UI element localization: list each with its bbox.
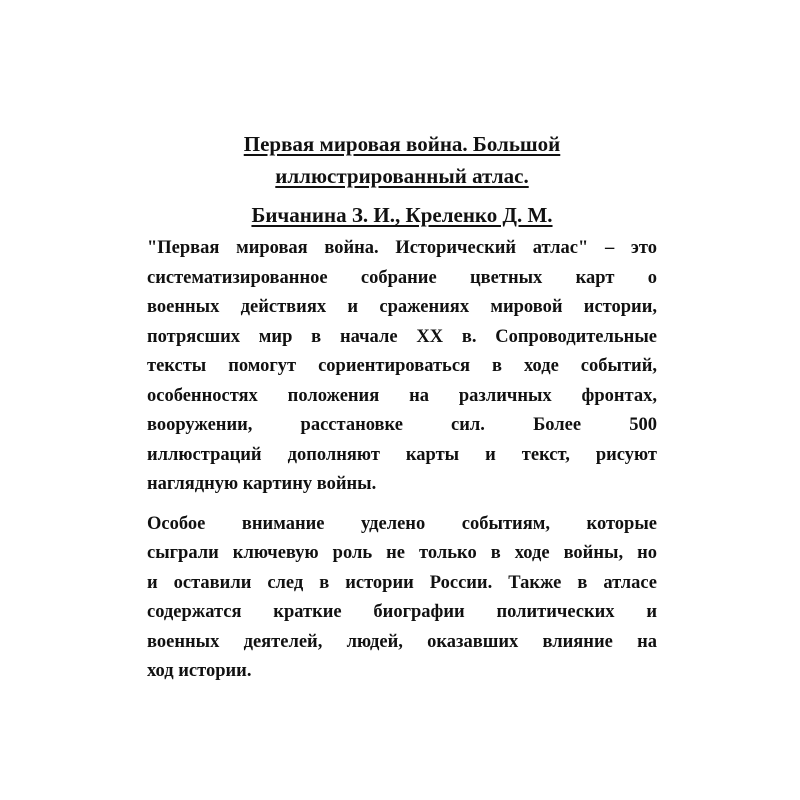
paragraph-1-line: потрясших мир в начале XX в. Сопроводительные <box>147 326 657 347</box>
book-title-line-1: Первая мировая война. Большой <box>243 132 561 156</box>
book-title <box>147 128 657 192</box>
book-description-document <box>147 128 657 687</box>
paragraph-1-line: наглядную картину войны. <box>147 474 377 494</box>
paragraph-1-line: военных действиях и сражениях мировой истории, <box>147 297 657 317</box>
paragraph-2-line: ход истории. <box>147 661 252 681</box>
paragraph-2-line: сыграли ключевую роль не только в ходе войны, но <box>147 543 657 563</box>
paragraph-2-line: содержатся краткие биографии политических и <box>147 602 657 622</box>
paragraph-1-line: иллюстраций дополняют карты и текст, рисуют <box>147 444 657 465</box>
paragraph-2-line: Особое внимание уделено событиям, которые <box>147 513 657 534</box>
description-paragraph-2 <box>147 510 657 687</box>
description-paragraph-1 <box>147 234 657 500</box>
paragraph-2-line: военных деятелей, людей, оказавших влияние на <box>147 631 657 652</box>
book-authors: Бичанина З. И., Креленко Д. М. <box>251 203 553 227</box>
paragraph-1-line: вооружении, расстановке сил. Более 500 <box>147 415 657 435</box>
paragraph-1-line: систематизированное собрание цветных карт о <box>147 267 657 288</box>
paragraph-1-line: особенностях положения на различных фронтах, <box>147 385 657 406</box>
book-title-line-2: иллюстрированный атлас. <box>275 164 529 188</box>
paragraph-1-line: "Первая мировая война. Исторический атлас" – это <box>147 238 657 258</box>
paragraph-2-line: и оставили след в истории России. Также в атласе <box>147 572 657 593</box>
paragraph-1-line: тексты помогут сориентироваться в ходе событий, <box>147 356 657 376</box>
